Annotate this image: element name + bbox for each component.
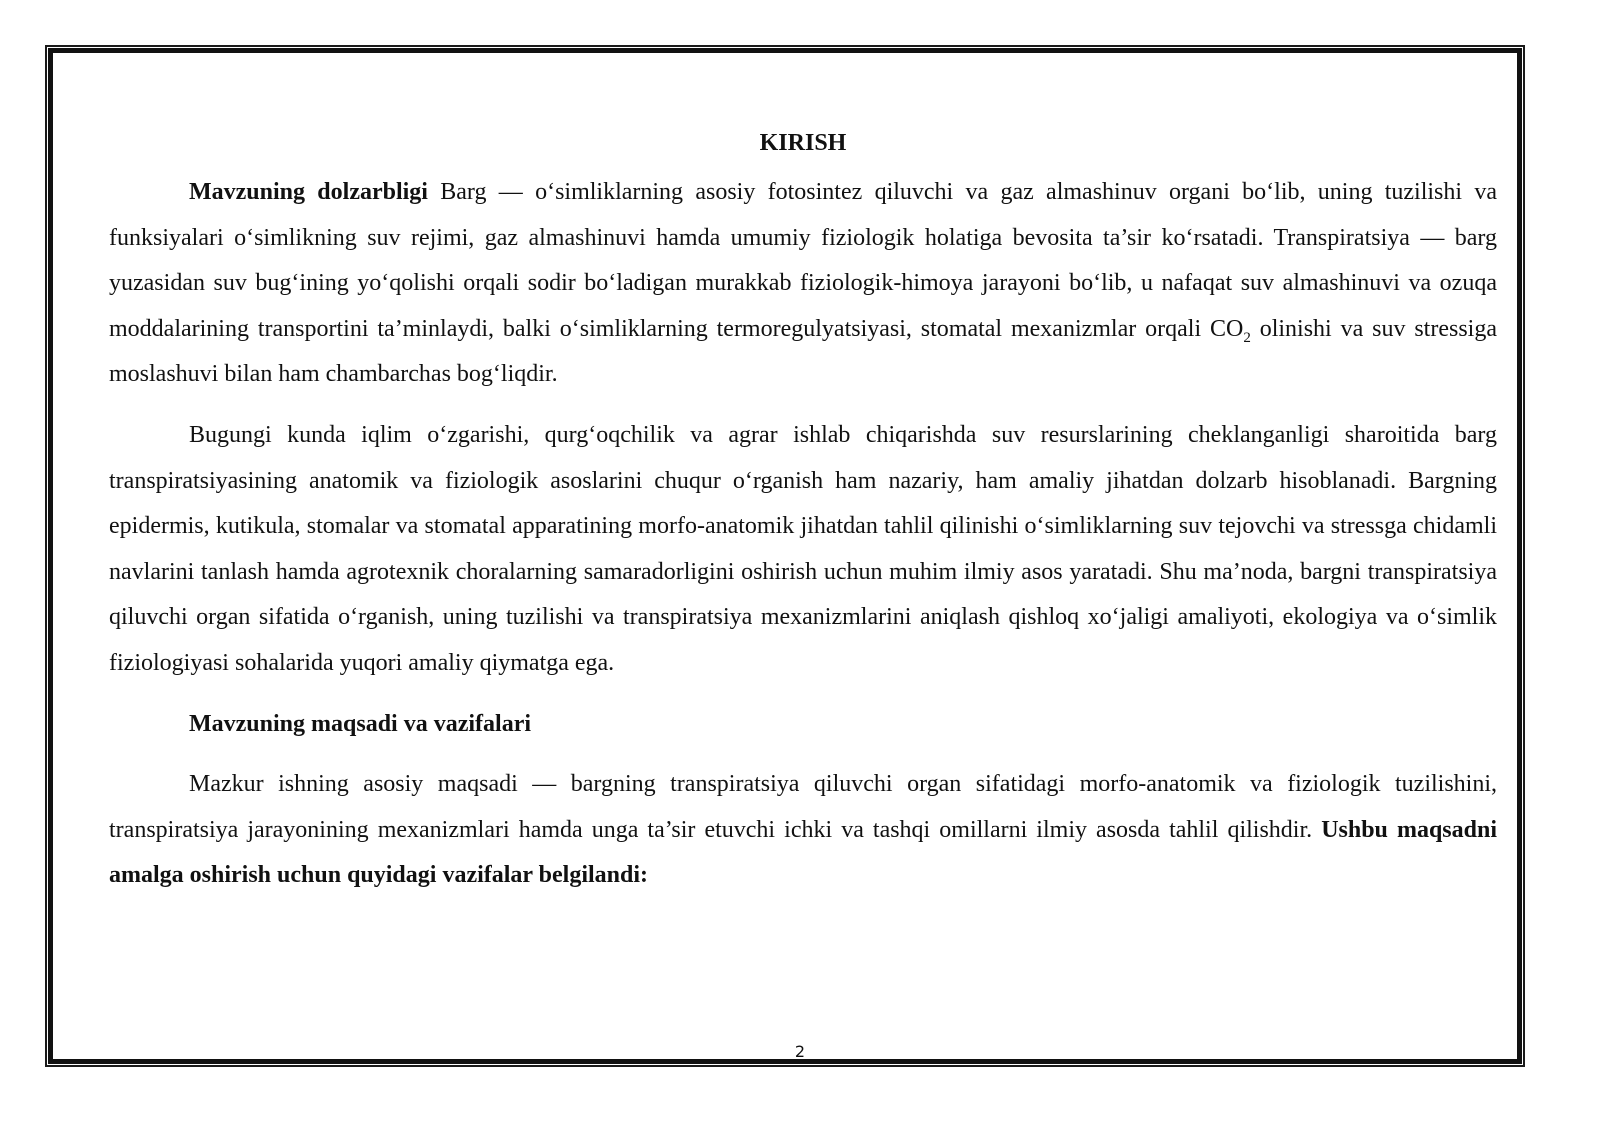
page-number: 2: [794, 1042, 806, 1061]
paragraph-context: Bugungi kunda iqlim o‘zgarishi, qurg‘oqchilik va agrar ishlab chiqarishda suv resurslarining cheklanganligi sharoitida barg transpiratsiyasining anatomik va fiziologik asoslarini chuqur o‘rganish ham nazariy, ham amaliy jihatdan dolzarb hisoblanadi. Bargning epidermis, kutikula, stomalar va stomatal apparatining morfo-anatomik jihatdan tahlil qilinishi o‘simliklarning suv tejovchi va stressga chidamli navlarini tanlash hamda agrotexnik choralarning samaradorligini oshirish uchun muhim ilmiy asos yaratadi. Shu ma’noda, bargni transpiratsiya qiluvchi organ sifatida o‘rganish, uning tuzilishi va transpiratsiya mexanizmlarini aniqlash qishloq xo‘jaligi amaliyoti, ekologiya va o‘simlik fiziologiyasi sohalarida yuqori amaliy qiymatga ega.: [109, 421, 1497, 676]
paragraph-relevance: [109, 170, 1497, 398]
co2-subscript: 2: [1243, 329, 1251, 346]
paragraph-lead: Mavzuning dolzarbligi: [189, 179, 428, 205]
goal-text: Mazkur ishning asosiy maqsadi — bargning transpiratsiya qiluvchi organ sifatidagi morfo-anatomik va fiziologik tuzilishini, transpiratsiya jarayonining mexanizmlari hamda unga ta’sir etuvchi ichki va tashqi omillarni ilmiy asosda tahlil qilishdir.: [109, 771, 1497, 843]
paragraph-text-end: olinishi va suv stressiga moslashuvi bilan ham chambarchas bog‘liqdir.: [109, 315, 1497, 388]
subsection-title: Mavzuning maqsadi va vazifalari: [189, 710, 532, 737]
goal-tasks-intro: Ushbu maqsadni amalga oshirish uchun quyidagi vazifalar belgilandi:: [109, 816, 1497, 889]
paragraph-text: Barg — o‘simliklarning asosiy fotosintez qiluvchi va gaz almashinuv organi bo‘lib, uning tuzilishi va funksiyalari o‘simlikning suv rejimi, gaz almashinuvi hamda umumiy fiziologik holatiga bevosita ta’sir ko‘rsatadi. Transpiratsiya — barg yuzasidan suv bug‘ining yo‘qolishi orqali sodir bo‘ladigan murakkab fiziologik-himoya jarayoni bo‘lib, u nafaqat suv almashinuvi va ozuqa moddalarining transportini ta’minlaydi, balki o‘simliklarning termoregulyatsiyasi, stomatal mexanizmlar orqali CO: [109, 179, 1498, 342]
document-body: [109, 128, 1497, 899]
section-title: KIRISH: [759, 130, 847, 156]
paragraph-goal: [109, 762, 1497, 899]
